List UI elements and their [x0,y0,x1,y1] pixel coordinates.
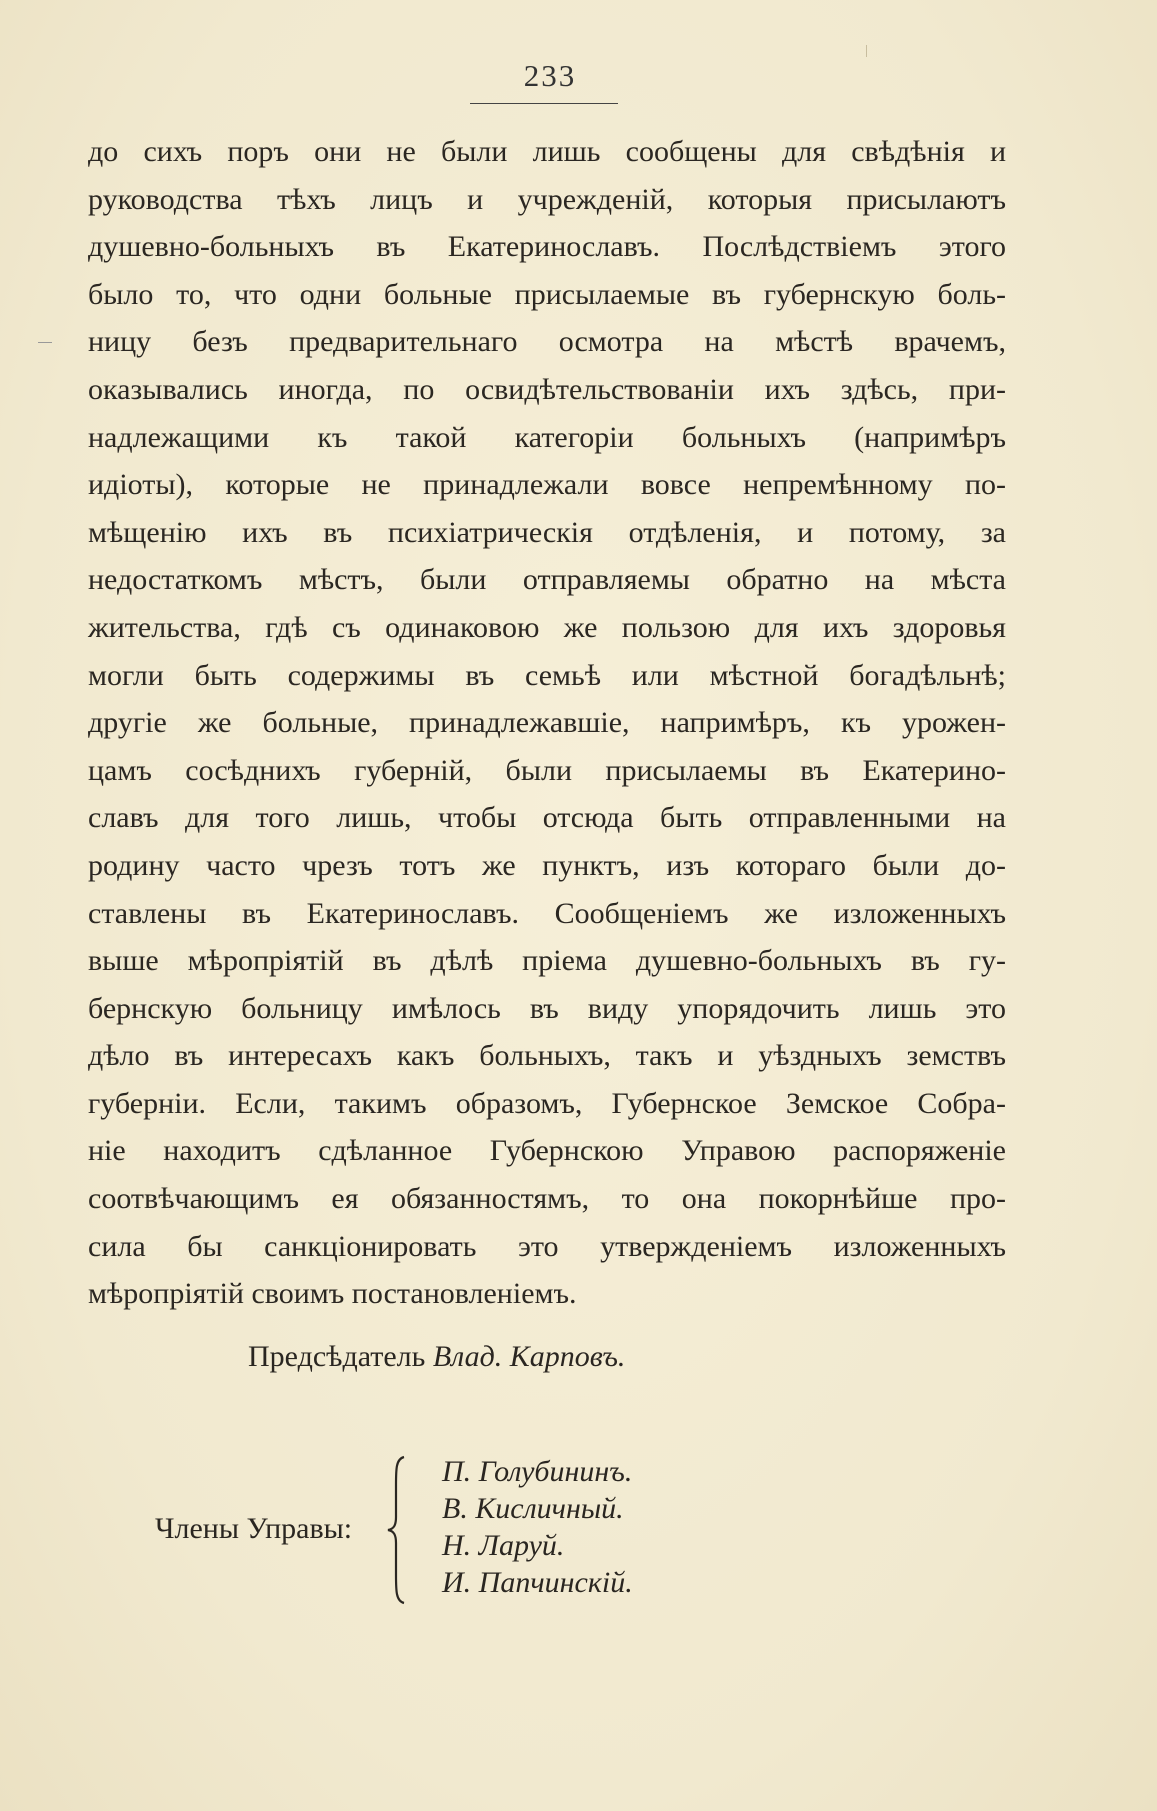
text-line: руководства тѣхъ лицъ и учрежденій, которыя присылаютъ [88,182,1006,216]
page-number-rule [470,103,618,104]
text-line: славъ для того лишь, чтобы отсюда быть отправленными на [88,801,1006,835]
text-line: ставлены въ Екатеринославъ. Сообщеніемъ же изложенныхъ [88,896,1006,930]
text-line: душевно-больныхъ въ Екатеринославъ. Послѣдствіемъ этого [88,230,1006,264]
text-line: бернскую больницу имѣлось въ виду упорядочить лишь это [88,991,1006,1025]
member-name: И. Папчинскій. [442,1566,633,1599]
text-line: соотвѣчающимъ ея обязанностямъ, то она покорнѣйше про- [88,1182,1006,1216]
margin-mark [38,342,52,343]
text-line: оказывались иногда, по освидѣтельствованіи ихъ здѣсь, при- [88,372,1006,406]
curly-brace-icon [384,1455,424,1605]
chairman-title: Предсѣдатель [248,1340,426,1373]
text-line: было то, что одни больные присылаемые въ губернскую боль- [88,277,1006,311]
text-line: идіоты), которые не принадлежали вовсе непремѣнному по- [88,468,1006,502]
text-line: мѣщенію ихъ въ психіатрическія отдѣленія, и потому, за [88,515,1006,549]
chairman-signature [248,1340,625,1374]
members-label: Члены Управы: [155,1512,353,1545]
text-line: жительства, гдѣ съ одинаковою же пользою для ихъ здоровья [88,610,1006,644]
text-line: дѣло въ интересахъ какъ больныхъ, такъ и уѣздныхъ земствъ [88,1039,1006,1073]
text-line: надлежащими къ такой категоріи больныхъ (напримѣръ [88,420,1006,454]
member-name: В. Кисличный. [442,1492,624,1525]
text-line-last: мѣропріятій своимъ постановленіемъ. [88,1277,577,1311]
text-line: ніе находитъ сдѣланное Губернскою Управою распоряженіе [88,1134,1006,1168]
member-name: П. Голубининъ. [442,1455,633,1488]
text-line: другіе же больные, принадлежавшіе, напримѣръ, къ урожен- [88,706,1006,740]
text-line: цамъ сосѣднихъ губерній, были присылаемы въ Екатерино- [88,753,1006,787]
text-line: могли быть содержимы въ семьѣ или мѣстной богадѣльнѣ; [88,658,1006,692]
text-line: выше мѣропріятій въ дѣлѣ пріема душевно-больныхъ въ гу- [88,944,1006,978]
member-name: Н. Ларуй. [442,1529,565,1562]
page-number: 233 [523,58,577,93]
text-line: недостаткомъ мѣстъ, были отправляемы обратно на мѣста [88,563,1006,597]
text-line: губерніи. Если, такимъ образомъ, Губернское Земское Собра- [88,1086,1006,1120]
body-paragraph [88,128,1006,1318]
text-line: ницу безъ предварительнаго осмотра на мѣстѣ врачемъ, [88,325,1006,359]
paper-edge-mark [866,45,867,57]
text-line: родину часто чрезъ тотъ же пунктъ, изъ котораго были до- [88,848,1006,882]
text-line: сила бы санкціонировать это утвержденіемъ изложенныхъ [88,1229,1006,1263]
chairman-name: Влад. Карповъ. [432,1340,626,1373]
members-list [442,1453,633,1601]
text-line: до сихъ поръ они не были лишь сообщены для свѣдѣнія и [88,135,1006,168]
